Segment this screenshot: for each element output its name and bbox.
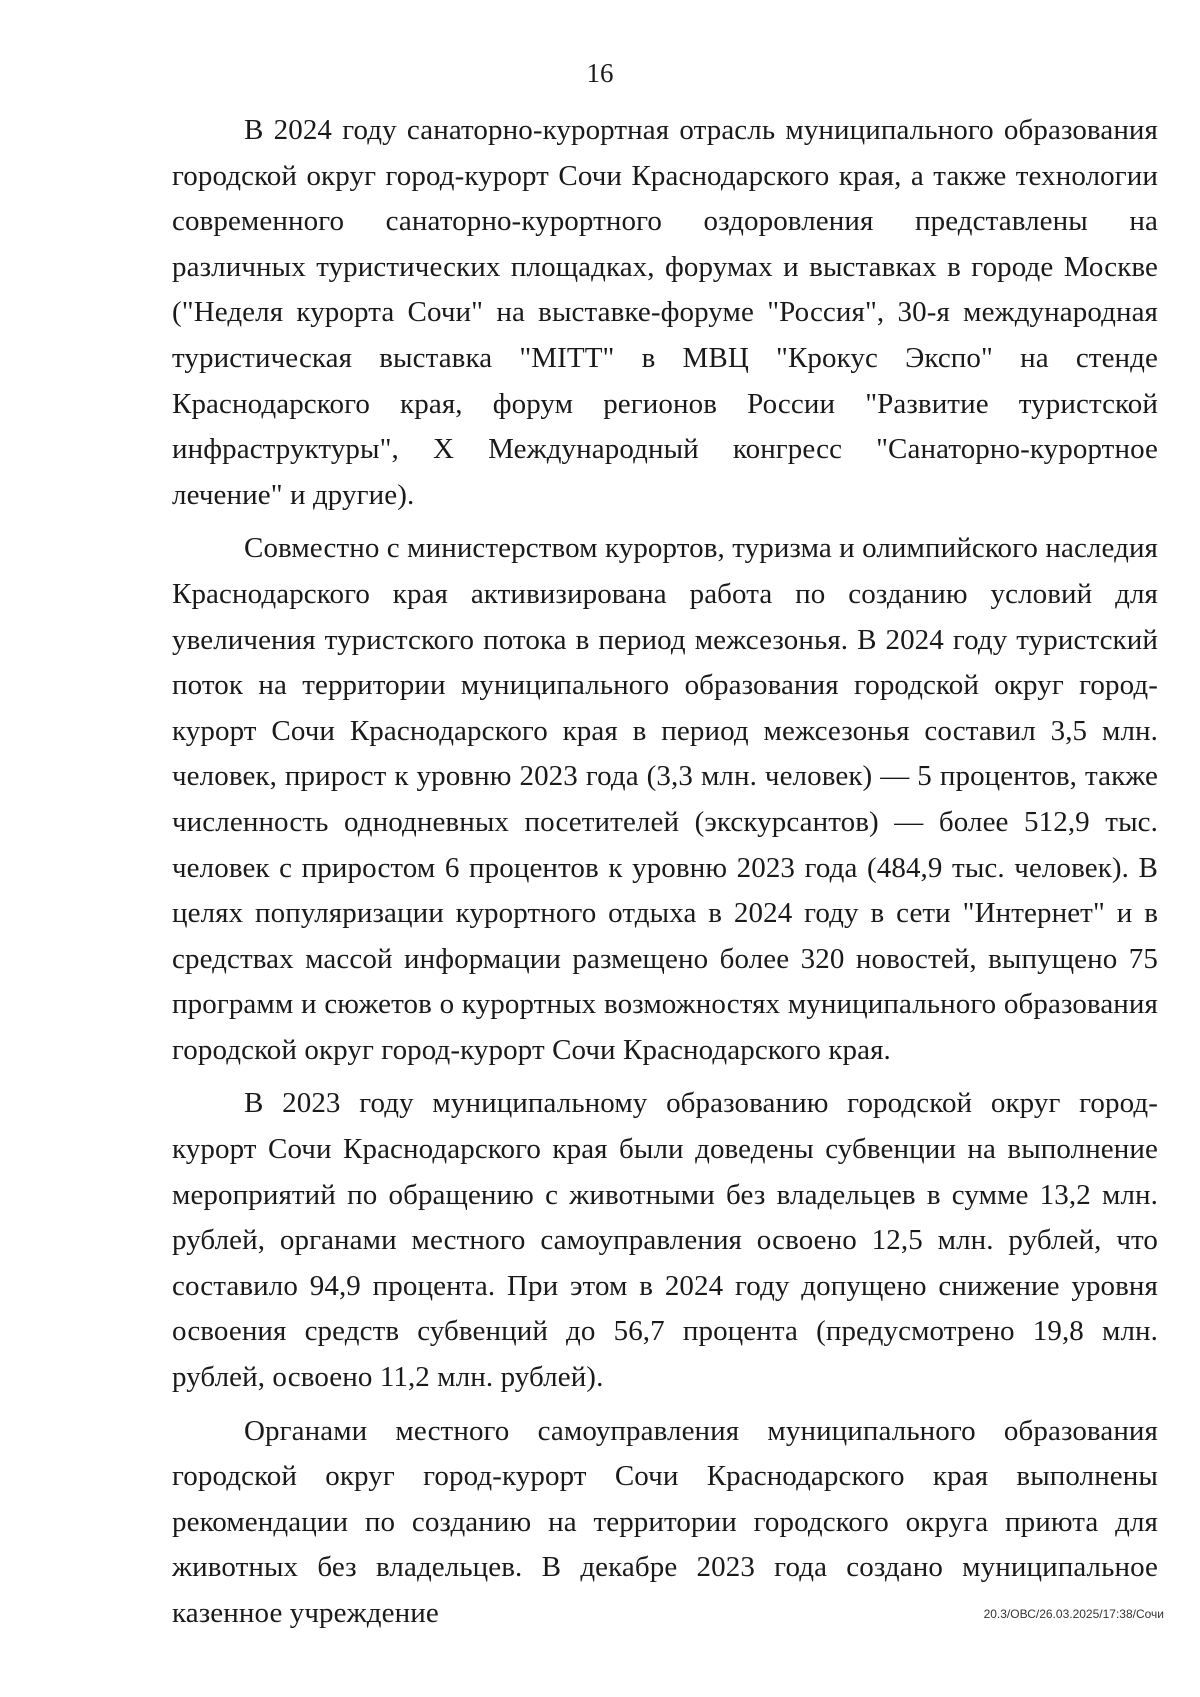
paragraph-sanatorium-events: В 2024 году санаторно-курортная отрасль муниципального образования городской округ город-курорт Сочи Краснодарского края, а также технологии современного санаторно-курортного оздоровления представлены на различных туристических площадках, форумах и выставках в городе Москве ("Неделя курорта Сочи" на выставке-форуме "Россия", 30-я международная туристическая выставка "МІТТ" в МВЦ "Крокус Экспо" на стенде Краснодарского края, форум регионов России "Развитие туристской инфраструктуры", X Международный конгресс "Санаторно-курортное лечение" и другие). — [172, 114, 1158, 511]
paragraph-subventions: В 2023 году муниципальному образованию городской округ город-курорт Сочи Краснодарского края были доведены субвенции на выполнение мероприятий по обращению с животными без владельцев в сумме 13,2 млн. рублей, органами местного самоуправления освоено 12,5 млн. рублей, что составило 94,9 процента. При этом в 2024 году допущено снижение уровня освоения средств субвенций до 56,7 процента (предусмотрено 19,8 млн. рублей, освоено 11,2 млн. рублей). — [172, 1087, 1158, 1394]
footer-code: 20.3/ОВС/26.03.2025/17:38/Сочи — [983, 1607, 1164, 1621]
document-body — [172, 108, 1158, 1645]
paragraph-animal-shelter: Органами местного самоуправления муниципального образования городской округ город-курорт Сочи Краснодарского края выполнены рекомендации по созданию на территории городского округа приюта для животных без владельцев. В декабре 2023 года создано муниципальное казенное учреждение — [172, 1414, 1158, 1629]
page-number: 16 — [586, 58, 614, 88]
paragraph-tourist-flow: Совместно с министерством курортов, туризма и олимпийского наследия Краснодарского края активизирована работа по созданию условий для увеличения туристского потока в период межсезонья. В 2024 году туристский поток на территории муниципального образования городской округ город-курорт Сочи Краснодарского края в период межсезонья составил 3,5 млн. человек, прирост к уровню 2023 года (3,3 млн. человек) — 5 процентов, также численность однодневных посетителей (экскурсантов) — более 512,9 тыс. человек с приростом 6 процентов к уровню 2023 года (484,9 тыс. человек). В целях популяризации курортного отдыха в 2024 году в сети "Интернет" и в средствах массой информации размещено более 320 новостей, выпущено 75 программ и сюжетов о курортных возможностях муниципального образования городской округ город-курорт Сочи Краснодарского края. — [172, 532, 1158, 1066]
